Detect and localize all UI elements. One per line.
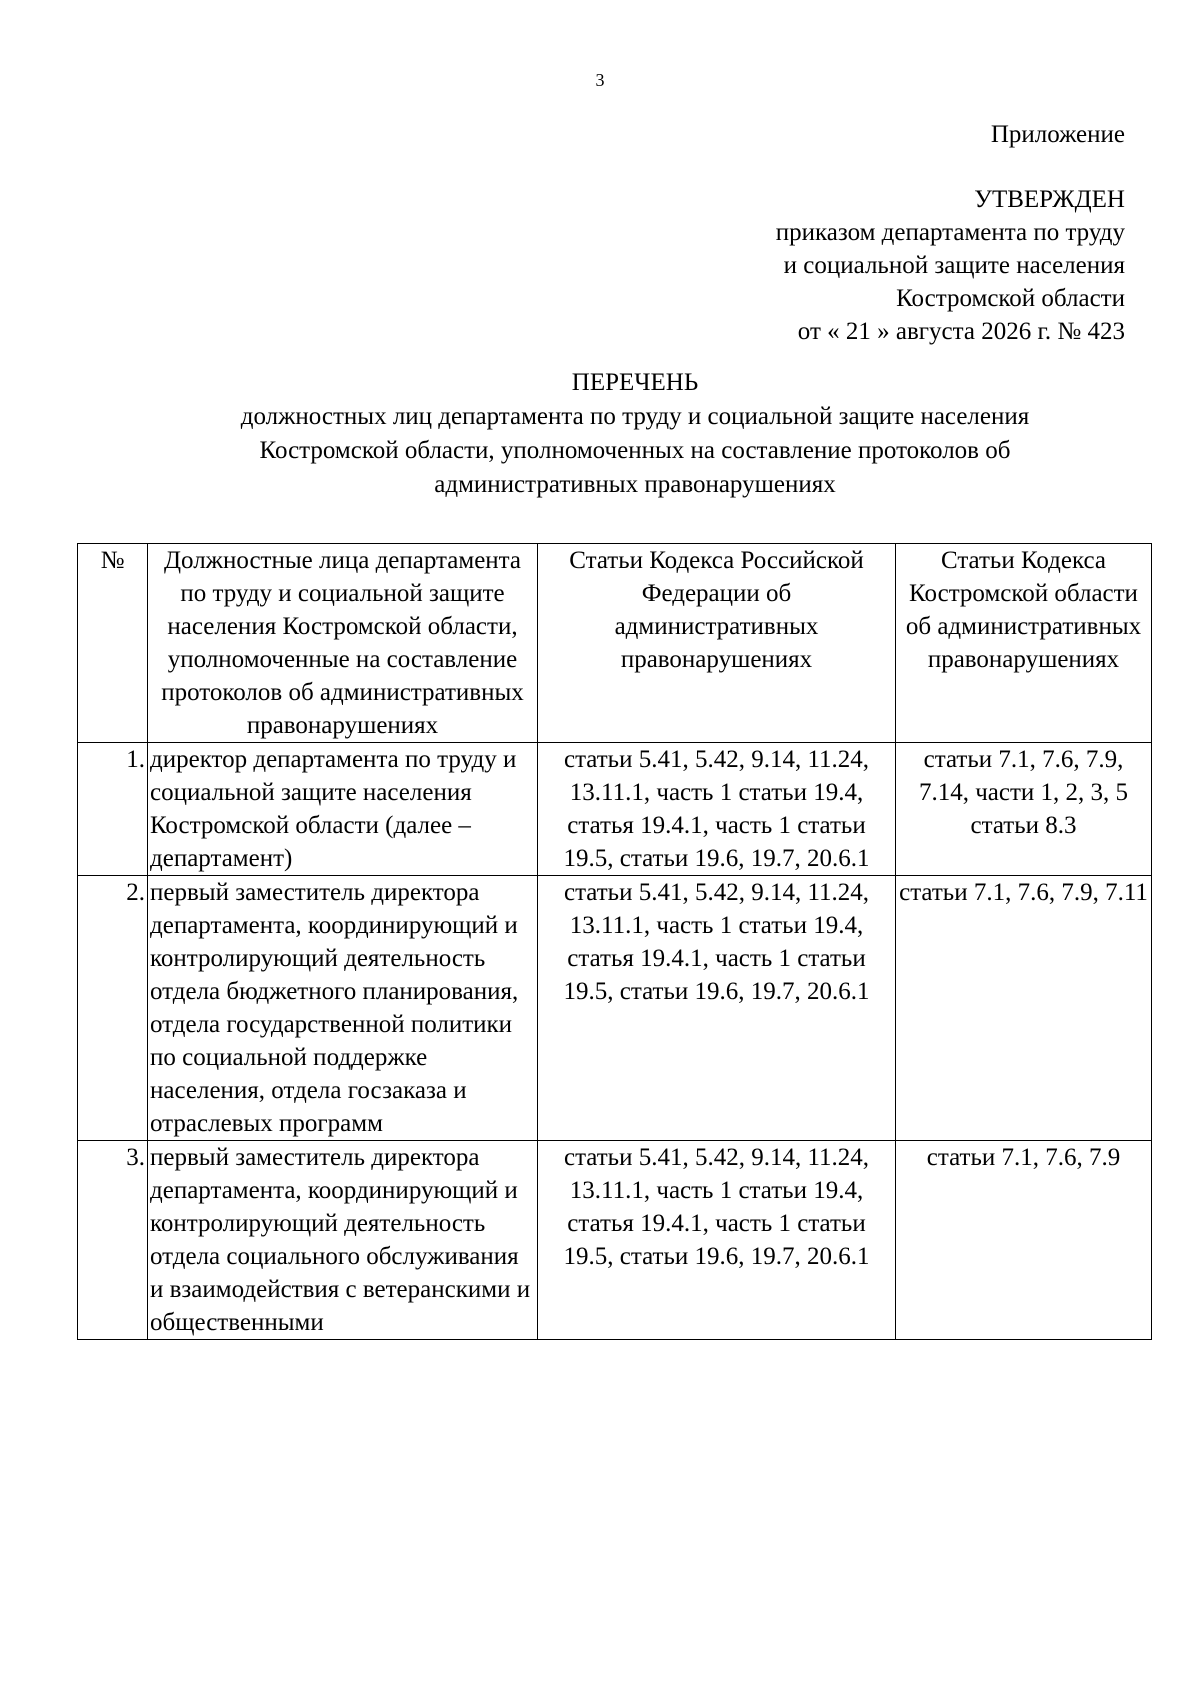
approval-block [776, 183, 1125, 348]
appendix-label: Приложение [990, 121, 1125, 148]
title-heading: ПЕРЕЧЕНЬ [571, 369, 699, 396]
row-regional-articles: статьи 7.1, 7.6, 7.9 [896, 1141, 1152, 1340]
table-row [78, 876, 1152, 1141]
table-row [78, 743, 1152, 876]
header-position: Должностные лица департамента по труду и социальной защите населения Костромской области, уполномоченные на составление протоколов об административных правонарушениях [148, 544, 538, 743]
title-line-3: административных правонарушениях [434, 471, 836, 498]
row-federal-articles: статьи 5.41, 5.42, 9.14, 11.24, 13.11.1, часть 1 статьи 19.4, статья 19.4.1, часть 1 статьи 19.5, статьи 19.6, 19.7, 20.6.1 [538, 876, 896, 1141]
row-number: 3. [78, 1141, 148, 1340]
document-title [60, 366, 1200, 502]
row-number: 2. [78, 876, 148, 1141]
approval-line-1: приказом департамента по труду [775, 219, 1125, 246]
row-position: первый заместитель директора департамента, координирующий и контролирующий деятельность отдела бюджетного планирования, отдела государственной политики по социальной поддержке населения, отдела госзаказа и отраслевых программ [148, 876, 538, 1141]
approved-stamp-text: УТВЕРЖДЕН [974, 186, 1125, 213]
officials-table [77, 543, 1152, 1340]
title-line-2: Костромской области, уполномоченных на составление протоколов об [259, 437, 1011, 464]
row-federal-articles: статьи 5.41, 5.42, 9.14, 11.24, 13.11.1, часть 1 статьи 19.4, статья 19.4.1, часть 1 статьи 19.5, статьи 19.6, 19.7, 20.6.1 [538, 743, 896, 876]
approval-line-2: и социальной защите населения [783, 252, 1125, 279]
row-regional-articles: статьи 7.1, 7.6, 7.9, 7.11 [896, 876, 1152, 1141]
row-number: 1. [78, 743, 148, 876]
header-federal-code: Статьи Кодекса Российской Федерации об административных правонарушениях [538, 544, 896, 743]
table-row [78, 1141, 1152, 1340]
header-regional-code: Статьи Кодекса Костромской области об административных правонарушениях [896, 544, 1152, 743]
table-header-row [78, 544, 1152, 743]
row-regional-articles: статьи 7.1, 7.6, 7.9, 7.14, части 1, 2, 3, 5 статьи 8.3 [896, 743, 1152, 876]
approval-line-3: Костромской области [896, 285, 1125, 312]
header-num: № [78, 544, 148, 743]
approval-date-number: от « 21 » августа 2026 г. № 423 [797, 318, 1125, 345]
row-federal-articles: статьи 5.41, 5.42, 9.14, 11.24, 13.11.1, часть 1 статьи 19.4, статья 19.4.1, часть 1 статьи 19.5, статьи 19.6, 19.7, 20.6.1 [538, 1141, 896, 1340]
page-number: 3 [595, 70, 605, 90]
row-position: первый заместитель директора департамента, координирующий и контролирующий деятельность отдела социального обслуживания и взаимодействия с ветеранскими и общественными [148, 1141, 538, 1340]
row-position: директор департамента по труду и социальной защите населения Костромской области (далее – департамент) [148, 743, 538, 876]
title-line-1: должностных лиц департамента по труду и социальной защите населения [240, 403, 1030, 430]
